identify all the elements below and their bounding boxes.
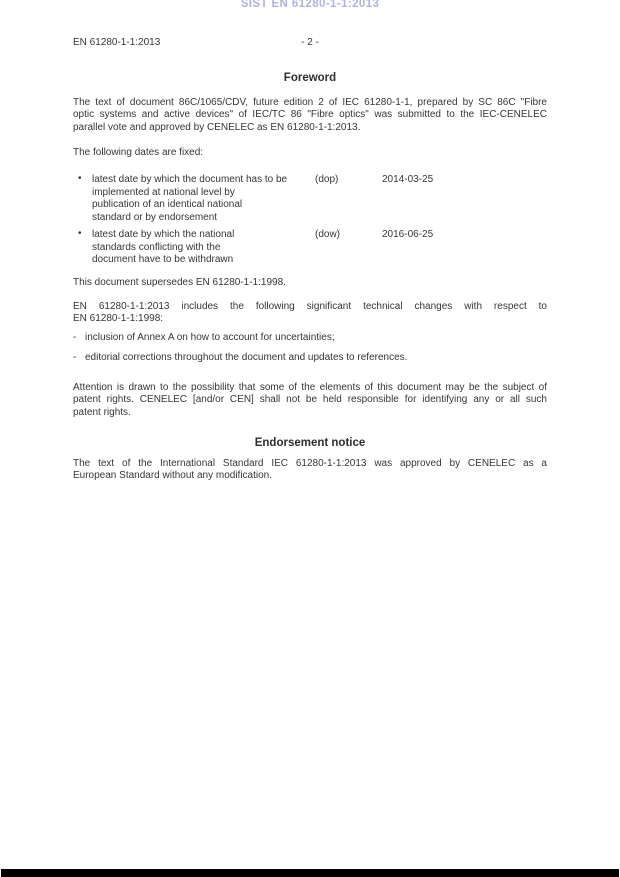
dates-intro: The following dates are fixed: <box>73 147 204 158</box>
paragraph-line: patent rights. CENELEC [and/or CEN] shall not be held responsible for identifying any or all such <box>73 394 547 406</box>
dop-tag: (dop) <box>315 174 339 185</box>
paragraph-line: EN 61280-1-1:1998: <box>73 313 164 325</box>
dop-date: 2014-03-25 <box>382 174 434 185</box>
bullet-line: publication of an identical national <box>92 199 243 211</box>
date-bullet-dop <box>73 174 547 224</box>
paragraph-line: The text of the International Standard IEC 61280-1-1:2013 was approved by CENELEC as a <box>73 458 547 469</box>
supersedes-paragraph: This document supersedes EN 61280-1-1:1998. <box>73 277 286 288</box>
date-bullet-dow <box>73 229 547 267</box>
changes-paragraph <box>73 301 547 326</box>
foreword-title: Foreword <box>283 72 337 84</box>
bullet-line: latest date by which the national <box>92 229 235 240</box>
bullet-line: standard or by endorsement <box>92 211 218 223</box>
change-item <box>73 332 547 345</box>
paragraph-line: European Standard without any modification. <box>73 470 273 482</box>
change-item-text: editorial corrections throughout the document and updates to references. <box>85 352 408 363</box>
change-item <box>73 352 547 365</box>
paragraph-line: patent rights. <box>73 406 131 418</box>
page-number: - 2 - <box>301 37 319 48</box>
paragraph-line: The text of document 86C/1065/CDV, future edition 2 of IEC 61280-1-1, prepared by SC 86C "Fibre <box>73 97 547 108</box>
bullet-line: document have to be withdrawn <box>92 254 234 266</box>
sist-watermark: SIST EN 61280-1-1:2013 <box>240 0 380 10</box>
endorsement-paragraph <box>73 458 547 483</box>
bullet-text <box>92 229 322 267</box>
endorsement-title: Endorsement notice <box>254 437 366 449</box>
paragraph-line: parallel vote and approved by CENELEC as EN 61280-1-1:2013. <box>73 121 361 133</box>
paragraph-line: optic systems and active devices" of IEC/TC 86 "Fibre optics" was submitted to the IEC-CENELEC <box>73 109 547 121</box>
dow-date: 2016-06-25 <box>382 229 434 240</box>
change-item-text: inclusion of Annex A on how to account for uncertainties; <box>85 332 335 343</box>
dow-tag: (dow) <box>315 229 341 240</box>
bullet-line: implemented at national level by <box>92 186 235 198</box>
bullet-line: standards conflicting with the <box>92 241 221 253</box>
paragraph-line: EN 61280-1-1:2013 includes the following significant technical changes with respect to <box>73 301 547 312</box>
attention-paragraph <box>73 382 547 419</box>
dash-marker: - <box>73 352 77 363</box>
bullet-icon: • <box>78 173 82 184</box>
bullet-text <box>92 174 322 224</box>
foreword-paragraph-1 <box>73 97 547 134</box>
document-reference: EN 61280-1-1:2013 <box>73 37 161 48</box>
dash-marker: - <box>73 332 77 343</box>
page-header <box>73 37 547 50</box>
bullet-icon: • <box>78 228 82 239</box>
paragraph-line: Attention is drawn to the possibility that some of the elements of this document may be the subject of <box>73 382 547 393</box>
scan-artifact-bar <box>1 869 619 877</box>
bullet-line: latest date by which the document has to be <box>92 174 288 185</box>
